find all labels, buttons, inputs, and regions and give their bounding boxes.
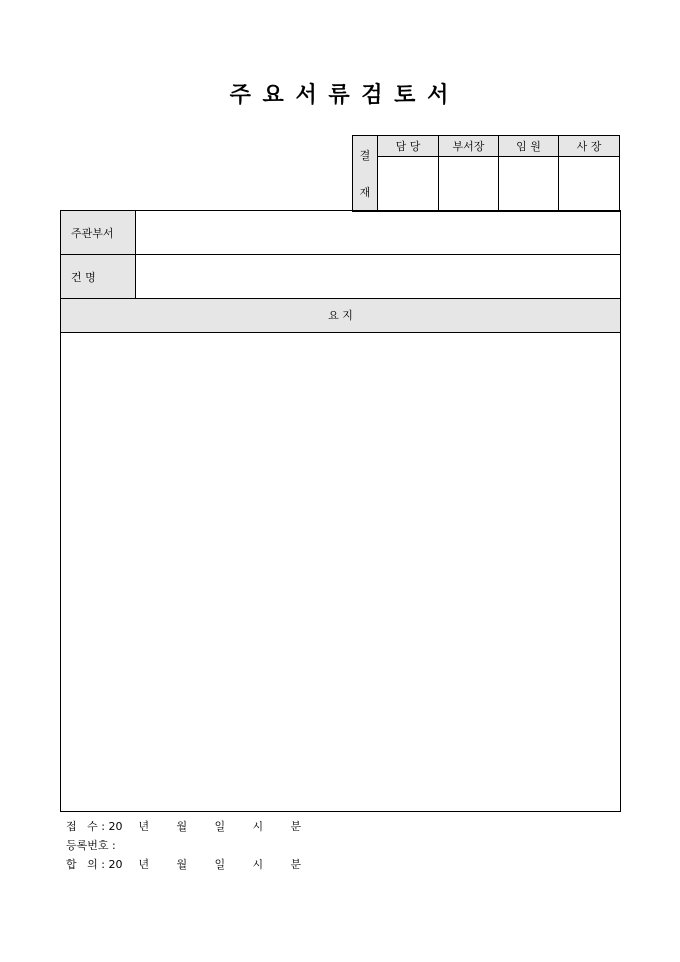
agreement-unit-month: 월: [176, 858, 188, 871]
signature-box-president[interactable]: [559, 157, 620, 212]
approval-col-president: 사 장: [559, 136, 620, 157]
summary-field[interactable]: [61, 333, 620, 345]
signature-box-executive[interactable]: [499, 157, 559, 212]
registration-line: [66, 836, 328, 855]
received-unit-day: 일: [214, 820, 226, 833]
agreement-unit-day: 일: [214, 858, 226, 871]
footer: [66, 817, 328, 874]
summary-header: 요 지: [61, 299, 620, 333]
document-title: 주 요 서 류 검 토 서: [229, 82, 451, 108]
department-field[interactable]: [136, 211, 620, 254]
approval-col-manager: 부서장: [439, 136, 499, 157]
signature-box-staff[interactable]: [378, 157, 439, 212]
agreement-line: [66, 855, 328, 874]
subject-row: [61, 255, 620, 299]
department-row: [61, 211, 620, 255]
approval-table: [352, 135, 620, 212]
review-form: [60, 210, 621, 812]
signature-box-manager[interactable]: [439, 157, 499, 212]
agreement-label: 합 의 :: [66, 858, 109, 871]
agreement-unit-hour: 시: [252, 858, 264, 871]
approval-label-bottom: 재: [359, 186, 371, 200]
received-unit-hour: 시: [252, 820, 264, 833]
approval-col-staff: 담 당: [378, 136, 439, 157]
agreement-prefix: 20: [108, 858, 123, 871]
agreement-unit-year: 년: [138, 858, 150, 871]
approval-col-executive: 임 원: [499, 136, 559, 157]
department-label: 주관부서: [61, 211, 136, 254]
subject-field[interactable]: [136, 255, 620, 298]
received-label: 접 수 :: [66, 820, 109, 833]
approval-label-top: 결: [359, 148, 371, 162]
received-unit-month: 월: [176, 820, 188, 833]
approval-label: [353, 136, 378, 212]
subject-label: 건 명: [61, 255, 136, 298]
received-line: [66, 817, 328, 836]
received-unit-minute: 분: [290, 820, 302, 833]
received-prefix: 20: [108, 820, 123, 833]
agreement-unit-minute: 분: [290, 858, 302, 871]
received-unit-year: 년: [138, 820, 150, 833]
registration-label: 등록번호 :: [66, 839, 116, 852]
